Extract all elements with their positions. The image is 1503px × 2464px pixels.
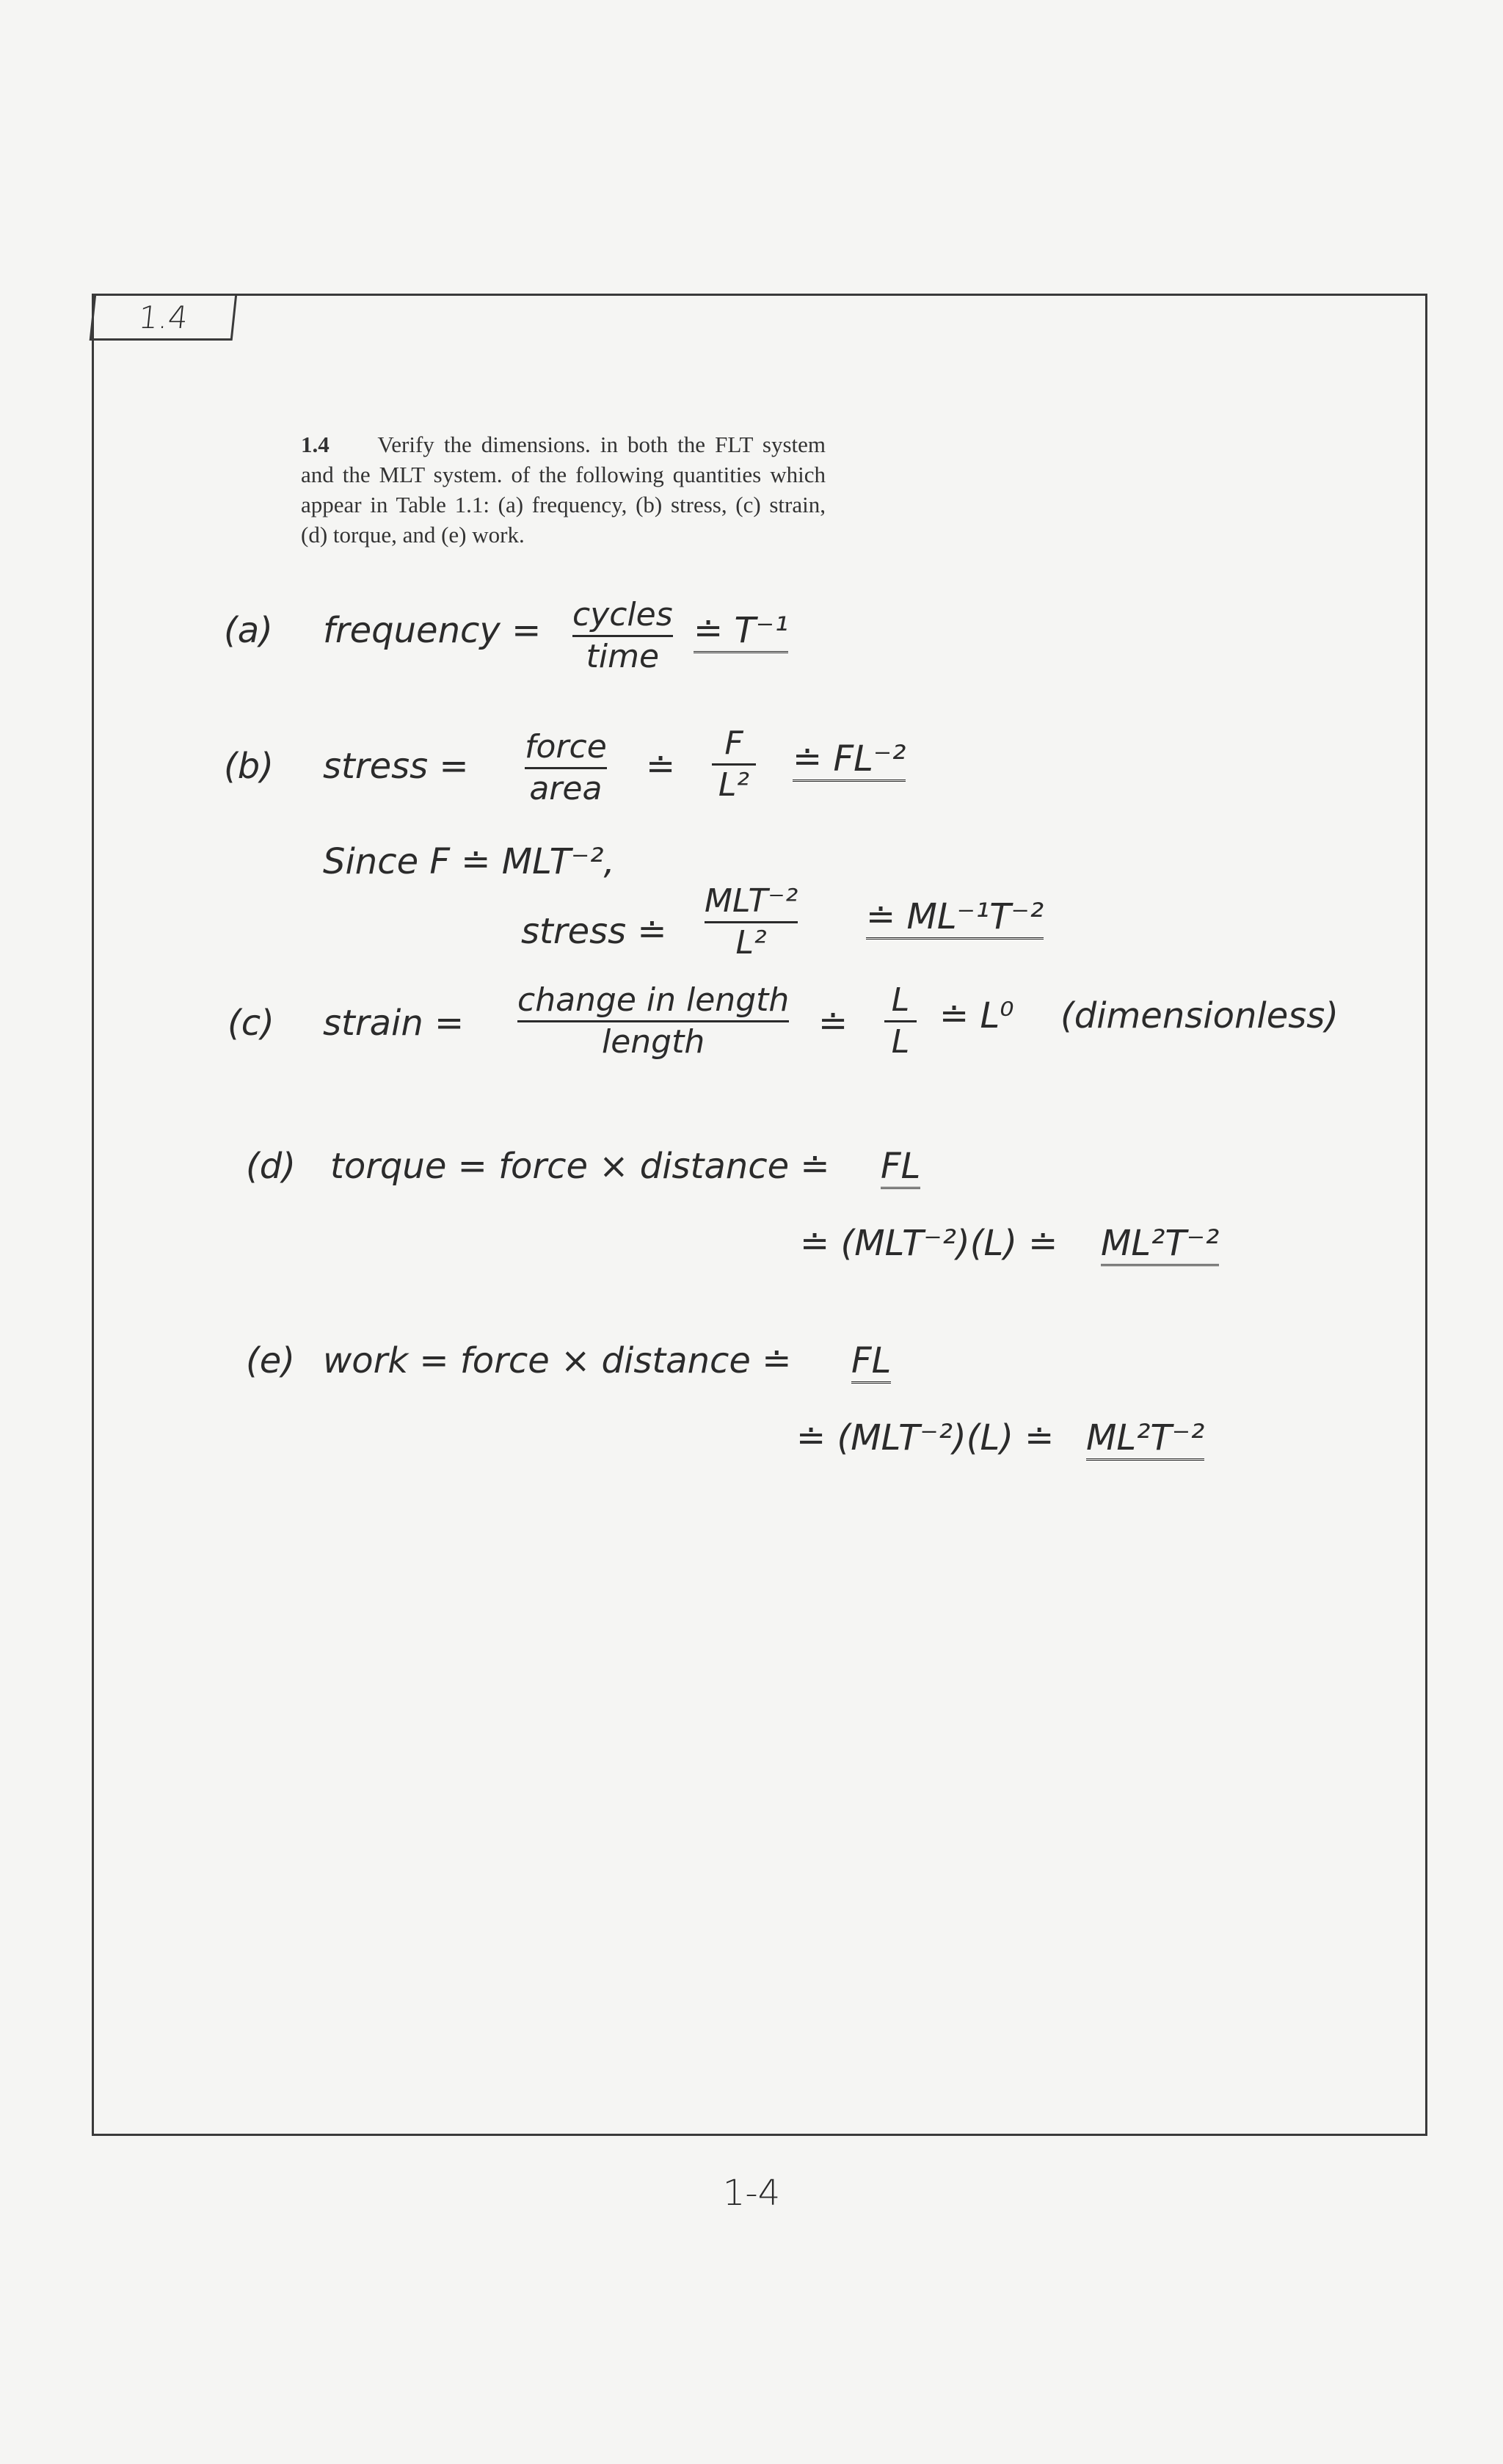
part-b-since: Since F ≐ MLT⁻², [323, 841, 615, 882]
part-e-result1: FL [851, 1343, 891, 1384]
part-b-result: ≐ FL⁻² [793, 741, 906, 782]
part-d-line2: ≐ (MLT⁻²)(L) ≐ [800, 1223, 1058, 1264]
part-b-result2: ≐ ML⁻¹T⁻² [866, 899, 1044, 940]
part-b-lhs: stress = [323, 746, 469, 787]
problem-statement [301, 429, 826, 550]
part-b-den1: area [529, 770, 603, 808]
part-c-note: (dimensionless) [1060, 995, 1339, 1036]
part-e-line2: ≐ (MLT⁻²)(L) ≐ [796, 1417, 1055, 1458]
part-b-den2: L² [718, 766, 750, 804]
tab-label: 1.4 [137, 299, 190, 335]
part-d-label: (d) [246, 1146, 296, 1187]
part-c-num2: L [891, 981, 910, 1019]
part-c-result: ≐ L⁰ [939, 995, 1014, 1036]
part-a-num: cycles [572, 596, 673, 633]
part-b-label: (b) [224, 746, 274, 787]
page-frame [92, 294, 1427, 2136]
part-b-eq1: ≐ [646, 746, 676, 787]
part-c-den: length [602, 1023, 705, 1061]
part-b-num1: force [525, 728, 607, 766]
part-c-lhs: strain = [323, 1003, 465, 1044]
part-b-fraction-2 [712, 724, 756, 804]
part-d-result2: ML²T⁻² [1101, 1226, 1219, 1266]
problem-text: Verify the dimensions. in both the FLT system and the MLT system. of the following quantities which appear in Table 1.1: (a) frequency, (b) stress, (c) strain, (d) torque, and (e) work. [301, 432, 826, 548]
part-b-num3: MLT⁻² [705, 882, 798, 920]
part-c-fraction-2 [884, 981, 917, 1061]
part-a-label: (a) [224, 610, 273, 651]
part-a-fraction [572, 598, 673, 674]
part-a-result: ≐ T⁻¹ [694, 613, 788, 653]
part-c-label: (c) [228, 1003, 274, 1044]
part-c-eq: ≐ [818, 1003, 848, 1044]
part-a-lhs: frequency = [323, 610, 542, 651]
part-b-lhs2: stress ≐ [521, 911, 667, 952]
part-a-den: time [586, 638, 660, 676]
part-e-result2: ML²T⁻² [1086, 1420, 1204, 1461]
page-number: 1-4 [722, 2173, 781, 2214]
part-d-result1: FL [881, 1149, 920, 1189]
part-b-fraction-3 [705, 884, 798, 960]
part-c-fraction-1 [517, 981, 790, 1061]
part-b-fraction-1 [525, 730, 607, 806]
part-b-num2: F [724, 724, 743, 762]
part-c-num: change in length [517, 981, 790, 1019]
part-e-line1: work = force × distance ≐ [323, 1340, 792, 1381]
part-b-den3: L² [735, 924, 767, 962]
problem-number: 1.4 [301, 432, 330, 457]
part-d-line1: torque = force × distance ≐ [330, 1146, 830, 1187]
part-c-den2: L [891, 1023, 910, 1061]
part-e-label: (e) [246, 1340, 295, 1381]
problem-tab [90, 294, 238, 341]
